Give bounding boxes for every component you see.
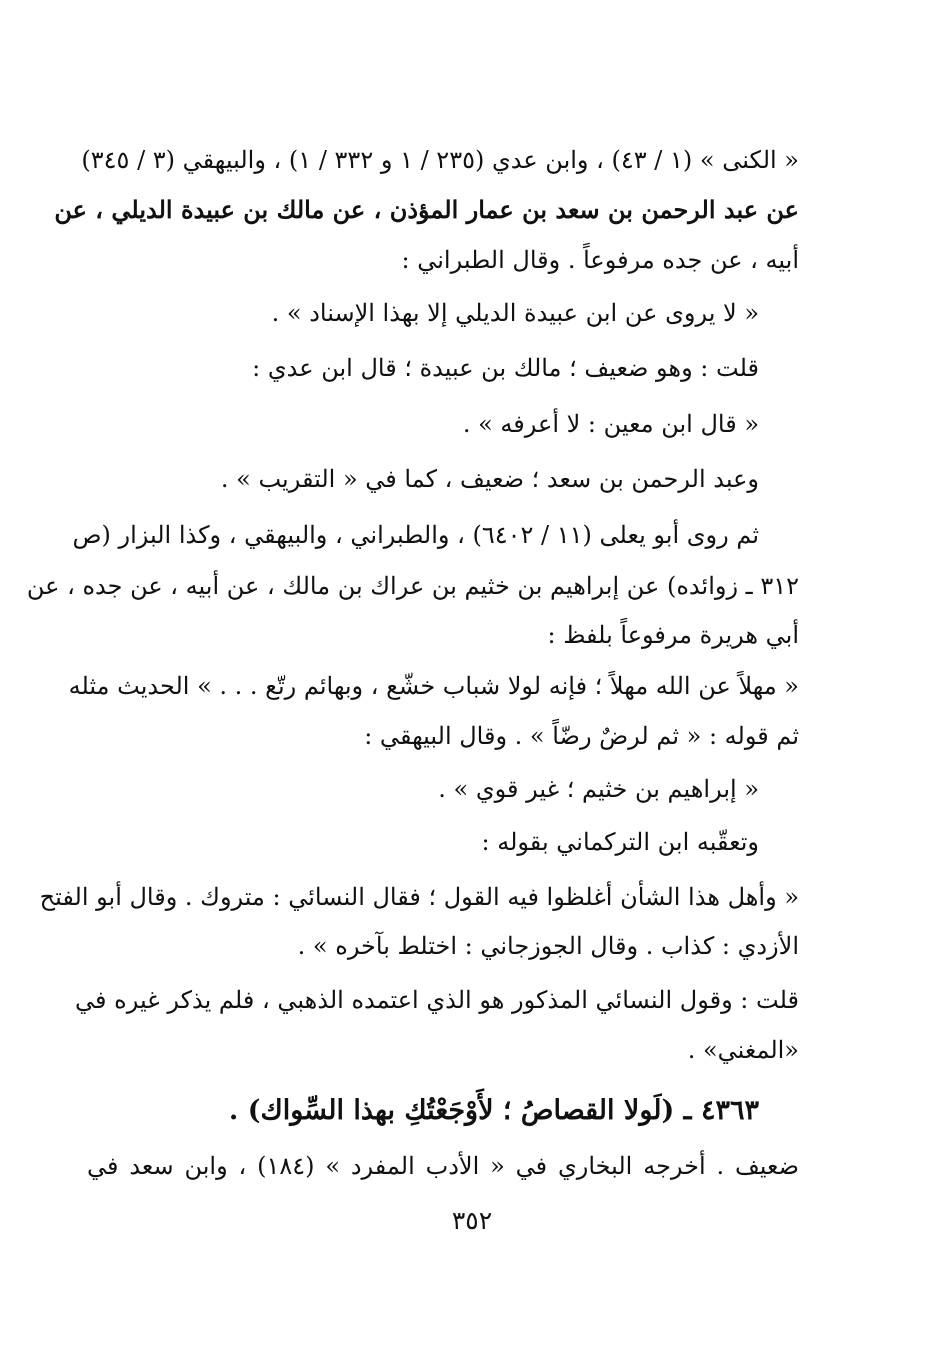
hadith-heading: ٤٣٦٣ ـ (لَولا القصاصُ ؛ لأَوْجَعْتُكِ بهذا السِّواك) .	[228, 1095, 759, 1126]
text-line: «المغني» .	[687, 1036, 799, 1064]
text-line: « قال ابن معين : لا أعرفه » .	[462, 410, 759, 438]
text-line: « إبراهيم بن خثيم ؛ غير قوي » .	[438, 775, 759, 803]
text-line: « لا يروى عن ابن عبيدة الديلي إلا بهذا الإسناد » .	[271, 299, 759, 327]
text-line: ٣١٢ ـ زوائده) عن إبراهيم بن خثيم بن عراك بن مالك ، عن أبيه ، عن جده ، عن	[26, 572, 799, 600]
page-number: ٣٥٢	[451, 1206, 493, 1235]
text-line: وعبد الرحمن بن سعد ؛ ضعيف ، كما في « التقريب » .	[220, 465, 759, 493]
text-line: أبي هريرة مرفوعاً بلفظ :	[547, 621, 799, 649]
text-line: قلت : وقول النسائي المذكور هو الذي اعتمده الذهبي ، فلم يذكر غيره في	[75, 986, 799, 1014]
text-line: ثم روى أبو يعلى (١١ / ٦٤٠٢) ، والطبراني ، والبيهقي ، وكذا البزار (ص	[72, 521, 759, 549]
text-line: « الكنى » (١ / ٤٣) ، وابن عدي (٢٣٥ / ١ و ٣٣٢ / ١) ، والبيهقي (٣ / ٣٤٥)	[81, 146, 799, 174]
text-line: عن عبد الرحمن بن سعد بن عمار المؤذن ، عن مالك بن عبيدة الديلي ، عن	[54, 195, 799, 224]
text-line: وتعقّبه ابن التركماني بقوله :	[481, 828, 759, 856]
text-line: أبيه ، عن جده مرفوعاً . وقال الطبراني :	[401, 246, 799, 274]
text-line: ضعيف . أخرجه البخاري في « الأدب المفرد » (١٨٤) ، وابن سعد في	[87, 1152, 800, 1180]
text-line: ثم قوله : « ثم لرضٌ رضّاً » . وقال البيهقي :	[364, 722, 799, 750]
text-line: قلت : وهو ضعيف ؛ مالك بن عبيدة ؛ قال ابن عدي :	[252, 354, 759, 382]
text-line: « مهلاً عن الله مهلاً ؛ فإنه لولا شباب خشّع ، وبهائم رتّع . . . » الحديث مثله	[68, 672, 799, 700]
text-line: الأزدي : كذاب . وقال الجوزجاني : اختلط بآخره » .	[297, 932, 799, 960]
text-line: « وأهل هذا الشأن أغلظوا فيه القول ؛ فقال النسائي : متروك . وقال أبو الفتح	[39, 883, 799, 911]
